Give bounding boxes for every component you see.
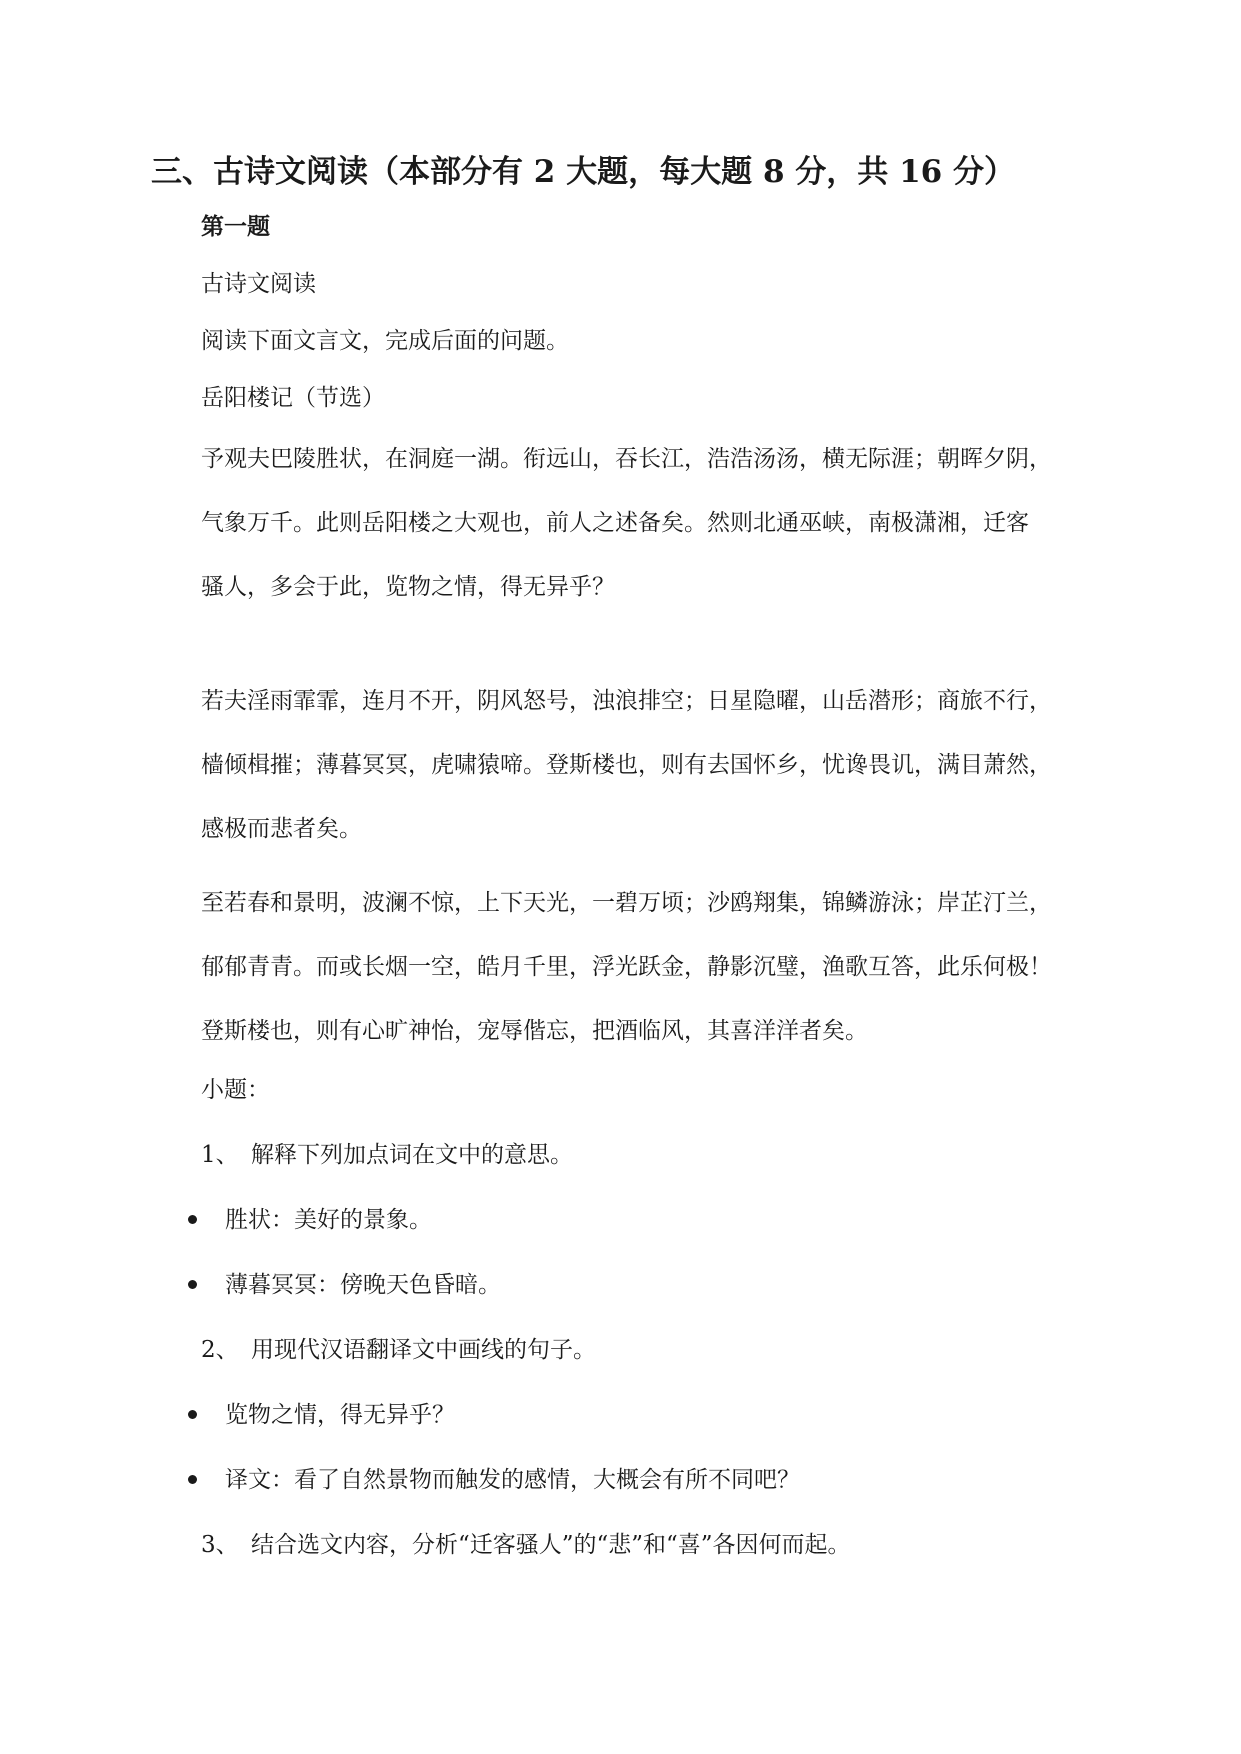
bullet-icon — [188, 1410, 197, 1419]
section-title: 三、古诗文阅读（本部分有 2 大题，每大题 8 分，共 16 分） — [151, 154, 1016, 190]
passage-line: 若夫淫雨霏霏，连月不开，阴风怒号，浊浪排空；日星隐曜，山岳潜形；商旅不行， — [201, 688, 1052, 714]
question-heading: 第一题 — [201, 213, 270, 240]
bullet-text: 译文：看了自然景物而触发的感情，大概会有所不同吧？ — [225, 1467, 800, 1493]
passage-line: 樯倾楫摧；薄暮冥冥，虎啸猿啼。登斯楼也，则有去国怀乡，忧谗畏讥，满目萧然， — [201, 752, 1052, 778]
passage-paragraph-1 — [201, 427, 1101, 619]
passage-line: 予观夫巴陵胜状，在洞庭一湖。衔远山，吞长江，浩浩汤汤，横无际涯；朝晖夕阴， — [201, 446, 1052, 472]
bullet-icon — [188, 1215, 197, 1224]
bullet-icon — [188, 1475, 197, 1484]
item-text: 解释下列加点词在文中的意思。 — [251, 1142, 573, 1168]
passage-line: 骚人，多会于此，览物之情，得无异乎？ — [201, 574, 615, 600]
item-number: 2、 — [201, 1337, 239, 1363]
question-instruction: 阅读下面文言文，完成后面的问题。 — [201, 328, 569, 354]
passage-line: 登斯楼也，则有心旷神怡，宠辱偕忘，把酒临风，其喜洋洋者矣。 — [201, 1018, 868, 1044]
answer-bullet — [188, 1268, 1148, 1302]
text-title: 岳阳楼记（节选） — [201, 385, 385, 411]
passage-line: 至若春和景明，波澜不惊，上下天光，一碧万顷；沙鸥翔集，锦鳞游泳；岸芷汀兰， — [201, 890, 1052, 916]
sub-question-3 — [201, 1528, 1161, 1562]
answer-bullet — [188, 1203, 1148, 1237]
bullet-icon — [188, 1280, 197, 1289]
bullet-text: 胜状：美好的景象。 — [225, 1207, 432, 1233]
sub-question-2 — [201, 1333, 1161, 1367]
item-number: 1、 — [201, 1142, 239, 1168]
passage-line: 感极而悲者矣。 — [201, 816, 362, 842]
passage-paragraph-3 — [201, 871, 1101, 1063]
bullet-text: 览物之情，得无异乎？ — [225, 1402, 455, 1428]
item-number: 3、 — [201, 1532, 239, 1558]
item-text: 结合选文内容，分析“迁客骚人”的“悲”和“喜”各因何而起。 — [251, 1532, 851, 1558]
item-text: 用现代汉语翻译文中画线的句子。 — [251, 1337, 596, 1363]
answer-bullet — [188, 1398, 1148, 1432]
passage-line: 郁郁青青。而或长烟一空，皓月千里，浮光跃金，静影沉璧，渔歌互答，此乐何极！ — [201, 954, 1052, 980]
question-category: 古诗文阅读 — [201, 271, 316, 297]
answer-bullet — [188, 1463, 1148, 1497]
passage-line: 气象万千。此则岳阳楼之大观也，前人之述备矣。然则北通巫峡，南极潇湘，迁客 — [201, 510, 1029, 536]
passage-paragraph-2 — [201, 669, 1101, 861]
sub-question-1 — [201, 1138, 1161, 1172]
bullet-text: 薄暮冥冥：傍晚天色昏暗。 — [225, 1272, 501, 1298]
sub-question-label: 小题： — [201, 1077, 270, 1103]
